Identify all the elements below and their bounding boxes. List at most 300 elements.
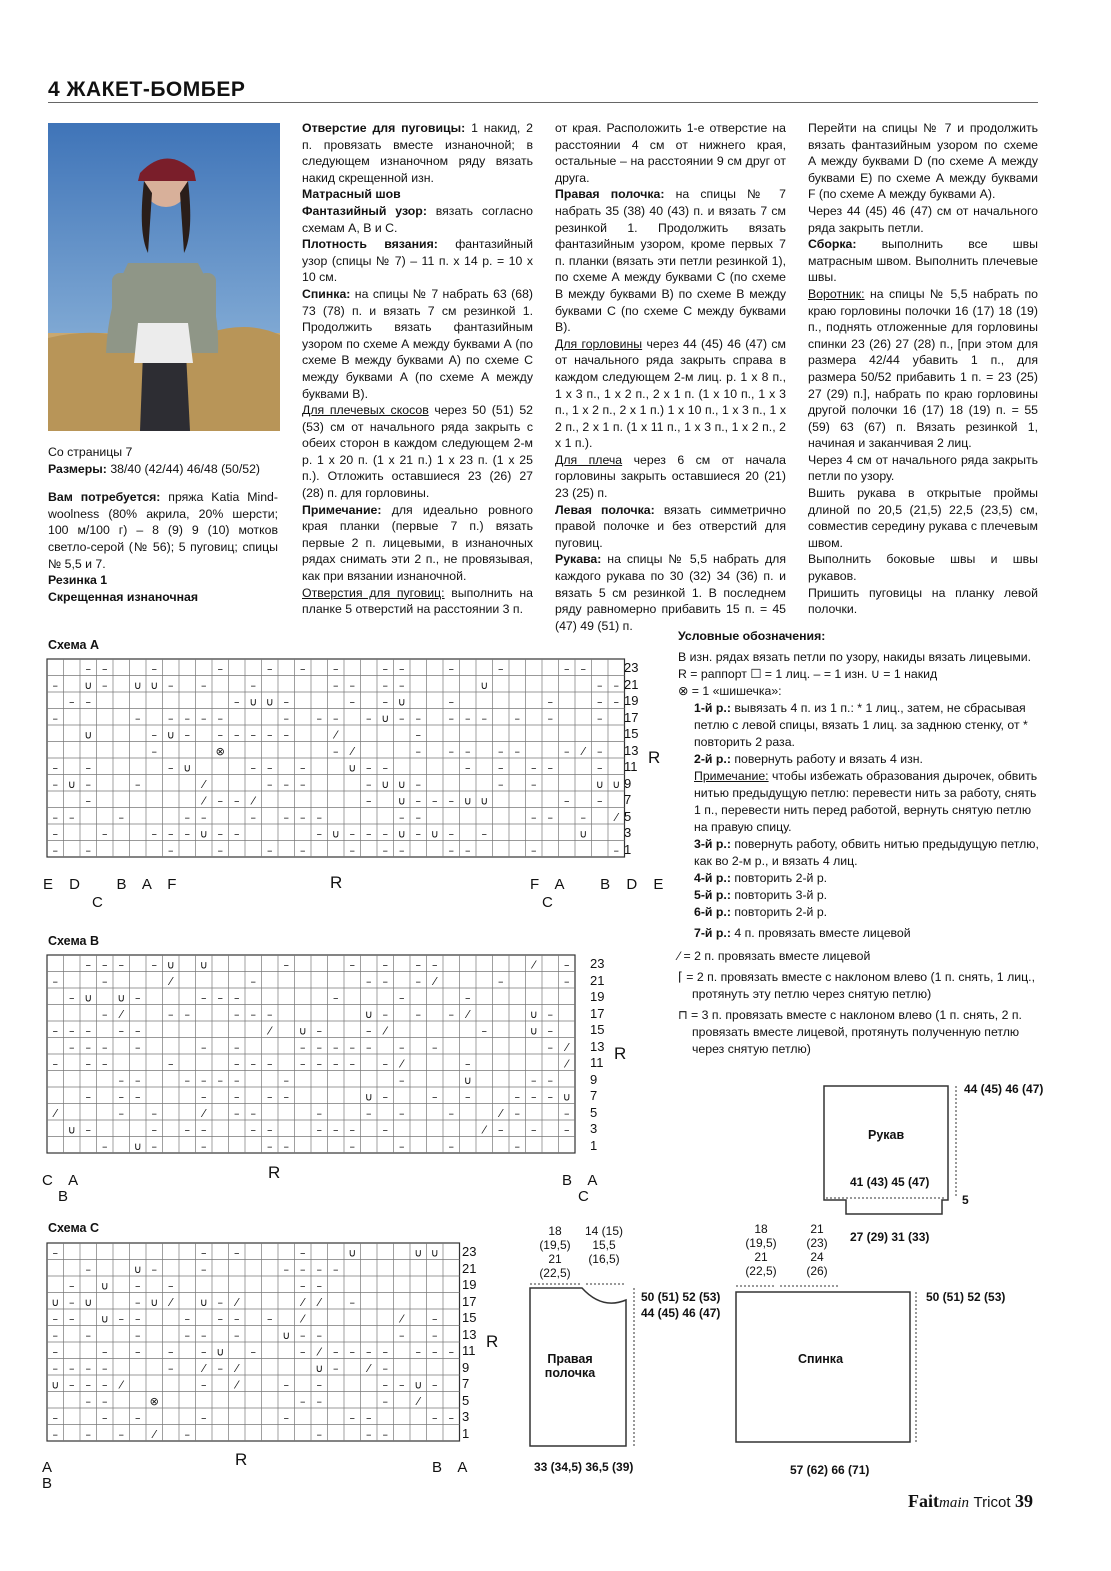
- scheme-b-stitch: –: [399, 1107, 405, 1120]
- scheme-b-stitch: ∪: [84, 991, 93, 1005]
- scheme-b-stitch: –: [234, 1057, 240, 1071]
- scheme-a-stitch: –: [234, 827, 240, 841]
- front-height-2: 44 (45) 46 (47): [641, 1306, 721, 1320]
- scheme-c-stitch: –: [85, 1362, 91, 1375]
- buttonhole-label: Отверстие для пуговицы:: [302, 121, 466, 135]
- scheme-a-stitch: –: [366, 761, 372, 775]
- instructions-column-3: [808, 120, 1038, 618]
- scheme-b-stitch: ∪: [364, 1090, 373, 1104]
- scheme-b-stitch: –: [184, 1123, 190, 1137]
- scheme-b-letters-left: C A: [42, 1172, 85, 1189]
- scheme-a-row-numbers: [624, 660, 638, 858]
- scheme-a-letter-c-right: C: [542, 894, 553, 911]
- scheme-b-stitch: –: [349, 1123, 355, 1137]
- sleeve-label: Рукав: [868, 1128, 905, 1142]
- front-bottom: 33 (34,5) 36,5 (39): [534, 1460, 634, 1474]
- row-number: 5: [462, 1392, 470, 1408]
- scheme-a-stitch: –: [366, 794, 372, 808]
- scheme-b-stitch: –: [85, 1024, 91, 1038]
- bobble-row-1-text: вывязать 4 п. из 1 п.: * 1 лиц., затем, не сбрасывая петлю с левой спицы, вязать 1 лиц. за заднюю стенку, от * повторить 2 раза.: [694, 701, 1028, 749]
- scheme-c-stitch: –: [151, 1263, 157, 1276]
- scheme-a-stitch: –: [498, 761, 504, 775]
- scheme-b-stitch: ⁄: [120, 1008, 123, 1021]
- scheme-b-stitch: –: [234, 1090, 240, 1104]
- front-schematic: [522, 1280, 640, 1480]
- scheme-b-row-numbers: [590, 956, 604, 1154]
- scheme-a-stitch: –: [415, 712, 421, 725]
- scheme-b-stitch: –: [448, 1140, 454, 1153]
- neckline-label: Для горловины: [555, 336, 643, 351]
- scheme-b-stitch: –: [547, 1090, 553, 1104]
- scheme-c-stitch: –: [300, 1263, 306, 1276]
- scheme-b-stitch: –: [217, 991, 223, 1005]
- scheme-b-stitch: –: [349, 1057, 355, 1071]
- scheme-c-stitch: ∪: [199, 1296, 208, 1309]
- scheme-a-stitch: –: [300, 662, 306, 676]
- scheme-a-stitch: –: [151, 728, 157, 742]
- scheme-b-stitch: –: [234, 1107, 240, 1120]
- scheme-c-stitch: –: [316, 1428, 322, 1441]
- left-front-text: вязать симметрично правой полочке и без отверстий для пуговиц.: [555, 502, 786, 550]
- scheme-c-stitch: ∪: [51, 1296, 60, 1309]
- scheme-a-stitch: –: [415, 745, 421, 758]
- scheme-a-repeat: R: [330, 873, 343, 892]
- scheme-b-stitch: –: [481, 1024, 487, 1038]
- row-number: 19: [590, 989, 605, 1004]
- scheme-a-stitch: ⁄: [252, 794, 255, 808]
- scheme-c-stitch: ⁄: [417, 1395, 420, 1408]
- scheme-a-stitch: –: [432, 794, 438, 808]
- scheme-a-stitch: –: [283, 728, 289, 742]
- scheme-a-stitch: –: [52, 778, 58, 791]
- scheme-a-stitch: –: [333, 679, 339, 692]
- scheme-a-stitch: –: [184, 827, 190, 841]
- row-number: 11: [624, 759, 638, 774]
- buttonhole-spacing-text: от края. Расположить 1-е отверстие на расстоянии 4 см от нижнего края, остальные – на расстоянии 9 см друг от друга.: [555, 121, 786, 185]
- scheme-a-stitch: –: [316, 811, 322, 824]
- scheme-a-stitch: ∪: [612, 778, 621, 791]
- sleeves-label: Рукава:: [555, 552, 602, 567]
- scheme-b-stitch: –: [102, 1057, 108, 1071]
- scheme-b-stitch: –: [85, 1090, 91, 1104]
- scheme-b-stitch: –: [168, 1057, 174, 1071]
- scheme-c-stitch: –: [184, 1312, 190, 1326]
- legend-k2tog: ⁄ = 2 п. провязать вместе лицевой: [678, 949, 871, 963]
- scheme-a-stitch: –: [465, 761, 471, 775]
- shoulder-slope-text: через 50 (51) 52 (53) см от начального ряда закрыть с обеих сторон в каждом следующем 2-м р. 1 х 20 п. (1 х 21 п.) 1 х 23 п. (1 х 25 п.). Отложить оставшиеся 23 (26) 27 (28) п. для горловины.: [302, 403, 533, 501]
- mattress-seam-heading: Матрасный шов: [302, 187, 401, 202]
- scheme-b-stitch: ⁄: [532, 958, 535, 972]
- scheme-a-stitch: ∪: [381, 778, 390, 791]
- scheme-c-stitch: –: [135, 1345, 141, 1359]
- bobble-row-1-label: 1-й р.:: [694, 701, 731, 715]
- scheme-c-stitch: –: [69, 1362, 75, 1375]
- scheme-b-stitch: ∪: [166, 958, 175, 972]
- scheme-c-stitch: –: [300, 1279, 306, 1293]
- skp-icon: ⌈: [678, 970, 683, 984]
- scheme-c-stitch: –: [85, 1329, 91, 1342]
- scheme-a-stitch: ∪: [480, 679, 489, 692]
- scheme-a-stitch: ∪: [331, 827, 340, 841]
- scheme-a-stitch: –: [85, 794, 91, 808]
- front-top-width-2: 14 (15) 15,5 (16,5): [584, 1224, 624, 1266]
- scheme-c-stitch: –: [217, 1312, 223, 1326]
- scheme-c-stitch: –: [52, 1345, 58, 1359]
- scheme-b-stitch: –: [267, 1090, 273, 1104]
- bobble-note-label: Примечание:: [694, 769, 769, 783]
- scheme-b-stitch: –: [201, 1123, 207, 1137]
- scheme-b-stitch: –: [349, 1140, 355, 1153]
- scheme-a-stitch: –: [250, 679, 256, 692]
- scheme-c-stitch: –: [366, 1428, 372, 1441]
- magazine-footer: [908, 1491, 1033, 1512]
- scheme-b-stitch: –: [316, 1041, 322, 1054]
- legend-line-1: В изн. рядах вязать петли по узору, накиды вязать лицевыми.: [678, 650, 1032, 664]
- scheme-b-stitch: –: [564, 1123, 570, 1137]
- scheme-c-stitch: –: [234, 1246, 240, 1260]
- scheme-c-stitch: –: [85, 1428, 91, 1441]
- scheme-c-letters-right: B A: [432, 1459, 474, 1476]
- scheme-b-stitch: –: [432, 1090, 438, 1104]
- scheme-c-stitch: ⁄: [301, 1312, 304, 1326]
- scheme-a-stitch: –: [300, 811, 306, 824]
- row-number: 9: [462, 1359, 470, 1375]
- row-number: 13: [624, 742, 639, 758]
- scheme-c-stitch: –: [201, 1378, 207, 1392]
- brand: Fait: [908, 1491, 940, 1511]
- scheme-b-stitch: ∪: [117, 991, 126, 1005]
- scheme-a-stitch: –: [366, 827, 372, 841]
- scheme-c-stitch: ⁄: [235, 1362, 238, 1375]
- scheme-a-stitch: –: [69, 811, 75, 824]
- scheme-b-stitch: –: [564, 975, 570, 988]
- scheme-b-stitch: –: [168, 1008, 174, 1021]
- scheme-b-stitch: –: [102, 1041, 108, 1054]
- bobble-row-7-label: 7-й р.:: [694, 926, 731, 940]
- scheme-b-repeat: R: [268, 1163, 281, 1182]
- scheme-a-stitch: –: [85, 761, 91, 775]
- scheme-a-stitch: –: [465, 844, 471, 857]
- scheme-a-stitch: ∪: [397, 778, 406, 791]
- legend-sk2p: = 3 п. провязать вместе с наклоном влево (1 п. снять, 2 п. провязать вместе лицевой, протянуть полученную петлю через снятую петлю): [691, 1008, 1022, 1056]
- scheme-a-stitch: –: [267, 662, 273, 676]
- scheme-a-stitch: –: [366, 712, 372, 725]
- scheme-a-stitch: ∪: [430, 827, 439, 841]
- scheme-b-stitch: –: [234, 1041, 240, 1054]
- scheme-c-stitch: –: [333, 1362, 339, 1375]
- scheme-b-stitch: –: [69, 1024, 75, 1038]
- scheme-b-stitch: –: [564, 1107, 570, 1120]
- scheme-c-stitch: ⁄: [202, 1362, 205, 1375]
- shoulder-text: через 6 см от начала горловины закрыть оставшиеся 20 (21) 23 (25) п.: [555, 452, 787, 501]
- scheme-a-stitch: –: [52, 811, 58, 824]
- scheme-a-stitch: –: [399, 811, 405, 824]
- scheme-c-stitch: ∪: [282, 1329, 291, 1342]
- bobble-note-text: чтобы избежать образования дырочек, обвить нитью предыдущую петлю: перевести нить за работу, снять 1 п., перевести нить перед работой, вернуть снятую петлю на правую спицу.: [694, 769, 1038, 834]
- scheme-c-stitch: ∪: [414, 1378, 423, 1392]
- scheme-a-stitch: –: [547, 811, 553, 824]
- right-front-label: Правая полочка:: [555, 187, 665, 202]
- scheme-c-stitch: –: [448, 1411, 454, 1425]
- title-text: ЖАКЕТ-БОМБЕР: [66, 78, 246, 101]
- scheme-a-stitch: –: [448, 712, 454, 725]
- scheme-c-stitch: –: [382, 1362, 388, 1375]
- scheme-b-stitch: –: [135, 1090, 141, 1104]
- scheme-a-stitch: –: [234, 794, 240, 808]
- scheme-a-stitch: –: [52, 844, 58, 857]
- scheme-a-stitch: –: [498, 745, 504, 758]
- scheme-a-stitch: ⁄: [202, 778, 205, 791]
- scheme-c-title: Схема С: [48, 1221, 99, 1235]
- scheme-a-stitch: –: [85, 662, 91, 676]
- scheme-a-stitch: ∪: [595, 778, 604, 791]
- scheme-b-stitch: –: [135, 1074, 141, 1087]
- scheme-b-stitch: ⁄: [268, 1024, 271, 1038]
- scheme-a-stitch: –: [135, 778, 141, 791]
- scheme-a-stitch: –: [349, 679, 355, 692]
- scheme-a-stitch: –: [316, 712, 322, 725]
- scheme-b-stitch: –: [382, 1090, 388, 1104]
- scheme-c-stitch: ∪: [100, 1279, 109, 1293]
- scheme-b-stitch: –: [333, 1123, 339, 1137]
- scheme-c-stitch: –: [316, 1279, 322, 1293]
- scheme-a-stitch: ∪: [84, 679, 93, 692]
- scheme-c-stitch: –: [283, 1263, 289, 1276]
- model-photo: [48, 123, 280, 431]
- scheme-c-stitch: –: [69, 1279, 75, 1293]
- scheme-a-stitch: –: [547, 761, 553, 775]
- scheme-c-stitch: –: [52, 1362, 58, 1375]
- row-number: 15: [462, 1310, 477, 1325]
- scheme-b-stitch: –: [52, 1024, 58, 1038]
- scheme-a-stitch: –: [217, 794, 223, 808]
- scheme-a-stitch: –: [415, 811, 421, 824]
- scheme-b-stitch: –: [184, 1074, 190, 1087]
- front-height-1: 50 (51) 52 (53): [641, 1290, 721, 1304]
- assembly-text: выполнить все швы матрасным швом. Выполнить плечевые швы.: [808, 237, 1038, 285]
- scheme-a-stitch: –: [52, 712, 58, 725]
- scheme-b-stitch: –: [399, 1140, 405, 1153]
- scheme-b-stitch: –: [531, 1090, 537, 1104]
- scheme-b-stitch: –: [514, 1090, 520, 1104]
- scheme-a-stitch: –: [597, 712, 603, 725]
- scheme-a-stitch: –: [267, 761, 273, 775]
- scheme-a-stitch: –: [531, 811, 537, 824]
- scheme-a-stitch: –: [217, 827, 223, 841]
- scheme-b-stitch: –: [201, 1090, 207, 1104]
- scheme-c-stitch: ⁄: [235, 1378, 238, 1392]
- scheme-a-stitch: ⁄: [351, 745, 354, 758]
- scheme-b-stitch: –: [399, 991, 405, 1005]
- scheme-b-stitch: –: [234, 1008, 240, 1021]
- scheme-a-stitch: –: [498, 778, 504, 791]
- scheme-a-stitch: ∪: [133, 679, 142, 692]
- scheme-c-stitch: –: [201, 1246, 207, 1260]
- bobble-row-4-text: повторить 2-й р.: [734, 871, 828, 885]
- sizes-value: 38/40 (42/44) 46/48 (50/52): [110, 461, 261, 476]
- scheme-c-stitch: ⁄: [301, 1296, 304, 1309]
- scheme-b-stitch: –: [333, 991, 339, 1005]
- sleeve-bottom: 27 (29) 31 (33): [850, 1230, 930, 1244]
- scheme-b-stitch: ⁄: [384, 1024, 387, 1038]
- page-number: 39: [1015, 1491, 1033, 1511]
- scheme-b-stitch: –: [382, 1008, 388, 1021]
- scheme-a-stitch: ⁄: [334, 728, 337, 742]
- scheme-a-stitch: ∪: [579, 827, 588, 841]
- scheme-c-stitch: –: [316, 1378, 322, 1392]
- sleeve-setin-text: Вшить рукава в открытые проймы длиной по 20,5 (21,5) 22,5 (23,5) см, совместив середину рукава с плечевым швом.: [808, 486, 1038, 550]
- scheme-b-stitch: ∪: [463, 1074, 472, 1087]
- scheme-a-stitch: –: [250, 811, 256, 824]
- scheme-a-stitch: –: [168, 679, 174, 692]
- scheme-b-stitch: –: [547, 1074, 553, 1087]
- scheme-b-letter-c-right: C: [578, 1188, 589, 1205]
- scheme-c-stitch: –: [366, 1411, 372, 1425]
- back-text: на спицы № 7 набрать 63 (68) 73 (78) п. и вязать 7 см резинкой 1. Продолжить вязать фантазийным узором по схеме А между буквами А (по схеме В между буквами А) по схеме С между буквами А (по схеме А между буквами В).: [302, 286, 534, 401]
- scheme-a-stitch: –: [399, 844, 405, 857]
- scheme-b-stitch: –: [184, 1008, 190, 1021]
- bobble-row-4-label: 4-й р.:: [694, 871, 731, 885]
- scheme-a-stitch: –: [300, 778, 306, 791]
- scheme-b-stitch: –: [316, 1123, 322, 1137]
- scheme-b-stitch: –: [151, 1140, 157, 1153]
- scheme-a-stitch: –: [580, 811, 586, 824]
- sleeve-width: 41 (43) 45 (47): [850, 1175, 930, 1189]
- scheme-c-stitch: –: [234, 1312, 240, 1326]
- scheme-a-stitch: –: [217, 712, 223, 725]
- scheme-c-stitch: –: [201, 1263, 207, 1276]
- scheme-a-stitch: –: [283, 695, 289, 709]
- scheme-b-stitch: –: [283, 1140, 289, 1153]
- scheme-a-stitch: –: [267, 778, 273, 791]
- scheme-c-stitch: –: [300, 1395, 306, 1408]
- scheme-a-stitch: ∪: [249, 695, 258, 709]
- scheme-b-stitch: –: [250, 975, 256, 988]
- scheme-b-stitch: ⁄: [433, 975, 436, 988]
- scheme-c-stitch: –: [316, 1329, 322, 1342]
- scheme-a-stitch: –: [465, 712, 471, 725]
- scheme-c-stitch: –: [382, 1378, 388, 1392]
- row-number: 21: [624, 676, 639, 692]
- scheme-a-chart: [46, 658, 666, 898]
- sleeve-pattern-text: Перейти на спицы № 7 и продолжить вязать фантазийным узором по схеме А между буквами D (по схеме А между буквами E) по схеме А между буквами F (по схеме А между буквами А).: [808, 121, 1038, 202]
- scheme-b-stitch: –: [85, 1057, 91, 1071]
- scheme-b-stitch: –: [349, 1041, 355, 1054]
- scheme-b-stitch: –: [151, 1107, 157, 1120]
- scheme-a-stitch: –: [201, 712, 207, 725]
- scheme-a-stitch: –: [399, 662, 405, 676]
- scheme-b-stitch: –: [300, 1041, 306, 1054]
- scheme-c-stitch: –: [135, 1312, 141, 1326]
- scheme-b-stitch: –: [564, 958, 570, 972]
- row-number: 11: [462, 1343, 476, 1358]
- scheme-b-stitch: –: [547, 1008, 553, 1021]
- scheme-c-stitch: –: [267, 1312, 273, 1326]
- scheme-b-stitch: –: [250, 1008, 256, 1021]
- scheme-b-stitch: –: [135, 1041, 141, 1054]
- scheme-a-stitch: –: [597, 745, 603, 758]
- row-number: 15: [624, 726, 639, 741]
- scheme-b-stitch: ⁄: [565, 1057, 568, 1071]
- collar-label: Воротник:: [808, 286, 865, 301]
- gauge-text: фантазийный узор (спицы № 7) – 11 п. х 14 р. = 10 х 10 см.: [302, 237, 534, 285]
- assembly-label: Сборка:: [808, 237, 857, 252]
- scheme-a-stitch: –: [415, 794, 421, 808]
- scheme-b-stitch: –: [316, 1107, 322, 1120]
- scheme-b-stitch: ∪: [298, 1024, 307, 1038]
- row-number: 17: [590, 1005, 605, 1021]
- scheme-a-stitch: –: [151, 827, 157, 841]
- scheme-a-stitch: –: [597, 794, 603, 808]
- scheme-a-stitch: –: [382, 695, 388, 709]
- row-number: 3: [624, 825, 632, 840]
- scheme-a-stitch: –: [465, 745, 471, 758]
- row-number: 1: [462, 1425, 470, 1441]
- scheme-b-stitch: ∪: [199, 958, 208, 972]
- scheme-a-stitch: –: [102, 679, 108, 692]
- scheme-a-stitch: –: [531, 778, 537, 791]
- legend-bobble: ⊗ = 1 «шишечка»:: [678, 684, 782, 698]
- scheme-a-stitch: –: [448, 662, 454, 676]
- scheme-a-stitch: –: [52, 761, 58, 775]
- row-number: 3: [462, 1409, 470, 1424]
- scheme-b-stitch: –: [102, 958, 108, 972]
- scheme-c-stitch: –: [135, 1279, 141, 1293]
- scheme-a-stitch: –: [514, 745, 520, 758]
- scheme-b-stitch: –: [300, 1057, 306, 1071]
- scheme-a-stitch: –: [85, 844, 91, 857]
- scheme-a-stitch: –: [481, 712, 487, 725]
- scheme-b-stitch: ⁄: [169, 975, 172, 988]
- buttonholes-label: Отверстия для пуговиц:: [302, 585, 445, 600]
- scheme-a-stitch: ⊗: [215, 745, 225, 758]
- scheme-c-stitch: ∪: [133, 1263, 142, 1276]
- scheme-a-stitch: –: [415, 827, 421, 841]
- scheme-c-stitch: ⁄: [120, 1378, 123, 1392]
- scheme-a-stitch: ⁄: [202, 794, 205, 808]
- scheme-b-stitch: –: [432, 958, 438, 972]
- note-label: Примечание:: [302, 502, 382, 517]
- scheme-b-stitch: –: [366, 975, 372, 988]
- title-divider: [48, 102, 1038, 103]
- scheme-a-stitch: –: [366, 778, 372, 791]
- scheme-c-stitch: ⁄: [169, 1296, 172, 1309]
- sleeve-bindoff-text: Через 44 (45) 46 (47) см от начального ряда закрыть петли.: [808, 203, 1038, 235]
- scheme-b-stitch: –: [432, 1041, 438, 1054]
- scheme-b-stitch: –: [316, 1057, 322, 1071]
- scheme-b-stitch: –: [547, 1041, 553, 1054]
- scheme-a-stitch: –: [597, 679, 603, 692]
- scheme-b-stitch: –: [333, 1057, 339, 1071]
- scheme-c-stitch: ⁄: [318, 1296, 321, 1309]
- scheme-b-stitch: –: [267, 1140, 273, 1153]
- front-label: Правая полочка: [544, 1352, 596, 1380]
- scheme-a-stitch: –: [300, 761, 306, 775]
- row-number: 23: [462, 1244, 477, 1259]
- scheme-b-stitch: –: [118, 958, 124, 972]
- back-height: 50 (51) 52 (53): [926, 1290, 1006, 1304]
- scheme-a-stitch: –: [399, 712, 405, 725]
- scheme-b-stitch: –: [234, 1074, 240, 1087]
- row-number: 9: [590, 1071, 598, 1087]
- scheme-b-stitch: –: [283, 1074, 289, 1087]
- bobble-row-6-label: 6-й р.:: [694, 905, 731, 919]
- scheme-a-stitch: –: [102, 662, 108, 676]
- scheme-c-stitch: –: [168, 1345, 174, 1359]
- scheme-b-stitch: ⁄: [483, 1123, 486, 1137]
- scheme-b-stitch: –: [250, 1123, 256, 1137]
- scheme-a-stitch: –: [580, 662, 586, 676]
